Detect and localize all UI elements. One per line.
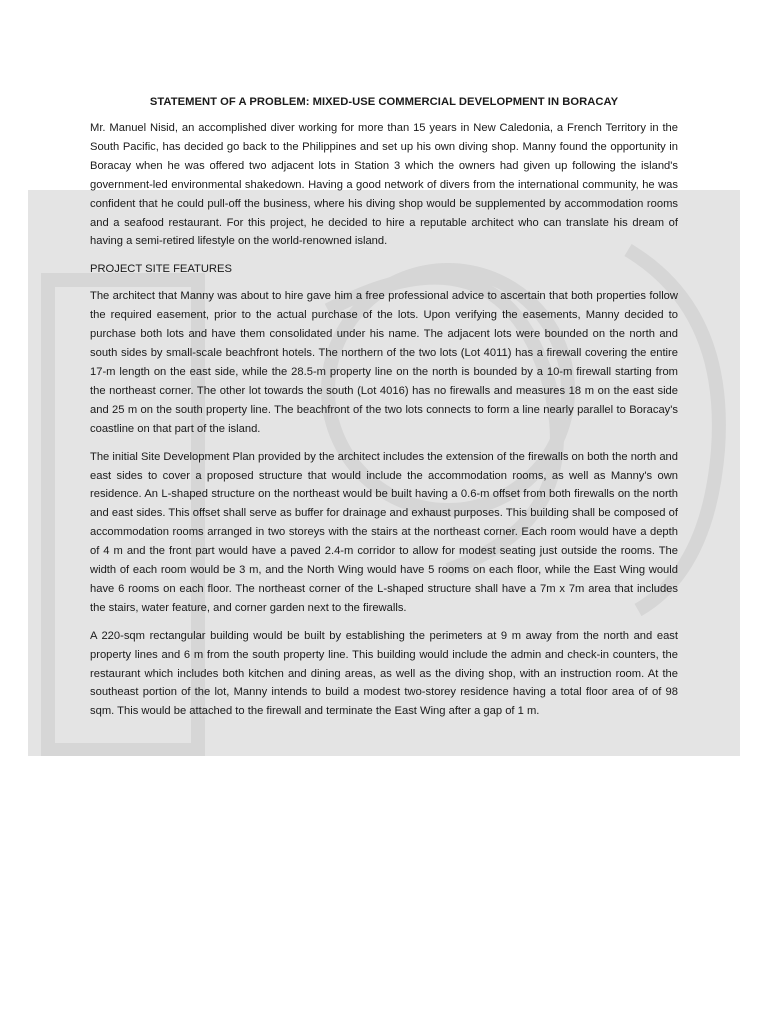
paragraph-site-plan: The initial Site Development Plan provided by the architect includes the extension of the firewalls on both the north and east sides to cover a proposed structure that would include the accommodation rooms, as well as Manny's own residence. An L-shaped structure on the northeast would be built having a 0.6-m offset from both firewalls on the north and east sides. This offset shall serve as buffer for drainage and exhaust purposes. This building shall be composed of accommodation rooms arranged in two storeys with the stairs at the northeast corner. Each room would have a depth of 4 m and the front part would have a paved 2.4-m corridor to allow for modest seating just outside the rooms. The width of each room would be 3 m, and the North Wing would have 5 rooms on each floor, while the East Wing would have 6 rooms on each floor. The northeast corner of the L-shaped structure shall have a 7m x 7m area that includes the stairs, water feature, and corner garden next to the firewalls. bbox=[90, 450, 678, 614]
document-body bbox=[90, 93, 678, 730]
paragraph-site-features: The architect that Manny was about to hire gave him a free professional advice to ascertain that both properties follow the required easement, prior to the actual purchase of the lots. Upon verifying the easements, Manny decided to purchase both lots and have them consolidated under his name. The adjacent lots were bounded on the north and south sides by small-scale beachfront hotels. The northern of the two lots (Lot 4011) has a firewall covering the entire 17-m length on the east side, while the 28.5-m property line on the north is bounded by a 10-m firewall starting from the northeast corner. The other lot towards the south (Lot 4016) has no firewalls and measures 18 m on the east side and 25 m on the south property line. The beachfront of the two lots connects to form a line nearly parallel to Boracay's coastline on that part of the island. bbox=[90, 290, 678, 435]
document-title: STATEMENT OF A PROBLEM: MIXED-USE COMMERCIAL DEVELOPMENT IN BORACAY bbox=[149, 96, 619, 108]
paragraph-intro: Mr. Manuel Nisid, an accomplished diver working for more than 15 years in New Caledonia, a French Territory in the South Pacific, has decided go back to the Philippines and set up his own diving shop. Manny found the opportunity in Boracay when he was offered two adjacent lots in Station 3 which the owners had given up following the island's government-led environmental shakedown. Having a good network of divers from the international community, he was confident that he could pull-off the business, where his diving shop would be supplemented by accommodation rooms and a seafood restaurant. For this project, he decided to hire a reputable architect who can translate his dream of having a semi-retired lifestyle on the world-renowned island. bbox=[90, 122, 678, 248]
paragraph-buildings: A 220-sqm rectangular building would be built by establishing the perimeters at 9 m away from the north and east property lines and 6 m from the south property line. This building would include the admin and check-in counters, the restaurant which includes both kitchen and dining areas, as well as the diving shop, with an instruction room. At the southeast portion of the lot, Manny intends to build a modest two-storey residence having a total floor area of of 98 sqm. This would be attached to the firewall and terminate the East Wing after a gap of 1 m. bbox=[90, 629, 678, 718]
section-heading-site-features: PROJECT SITE FEATURES bbox=[90, 263, 232, 276]
